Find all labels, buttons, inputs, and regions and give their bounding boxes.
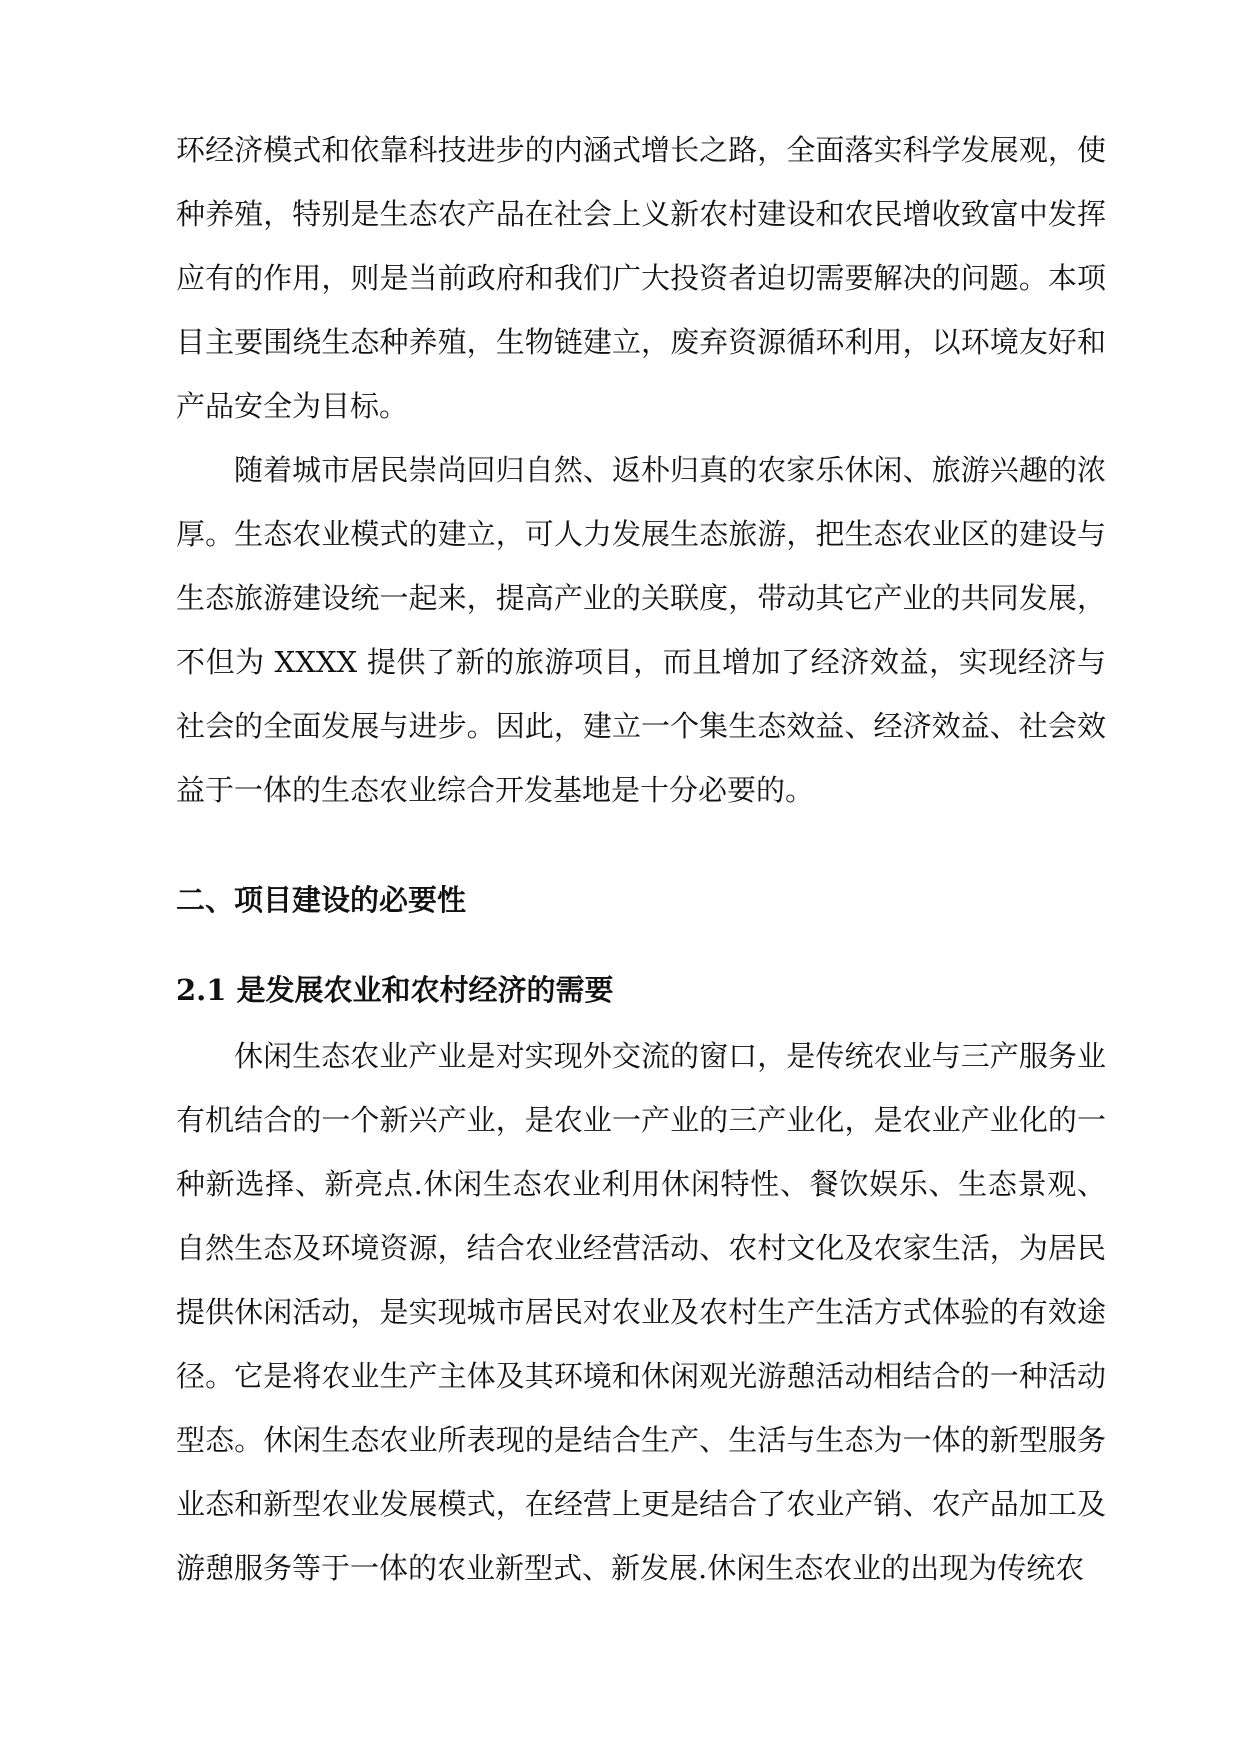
- paragraph-tourism: 随着城市居民崇尚回归自然、返朴归真的农家乐休闲、旅游兴趣的浓厚。生态农业模式的建立，可人力发展生态旅游，把生态农业区的建设与生态旅游建设统一起来，提高产业的关联度，带动其它产业的共同发展，不但为 XXXX 提供了新的旅游项目，而且增加了经济效益，实现经济与社会的全面发展与进步。因此，建立一个集生态效益、经济效益、社会效益于一体的生态农业综合开发基地是十分必要的。: [176, 453, 1106, 807]
- section-heading: 二、项目建设的必要性: [176, 883, 467, 917]
- subsection-heading: 2.1 是发展农业和农村经济的需要: [176, 973, 614, 1007]
- subsection-heading-block: [176, 958, 1106, 1022]
- section-heading-block: [176, 868, 1106, 932]
- paragraph-continuation-block: [176, 118, 1106, 438]
- paragraph-leisure: 休闲生态农业产业是对实现外交流的窗口，是传统农业与三产服务业有机结合的一个新兴产业，是农业一产业的三产业化，是农业产业化的一种新选择、新亮点.休闲生态农业利用休闲特性、餐饮娱乐、生态景观、自然生态及环境资源，结合农业经营活动、农村文化及农家生活，为居民提供休闲活动，是实现城市居民对农业及农村生产生活方式体验的有效途径。它是将农业生产主体及其环境和休闲观光游憩活动相结合的一种活动型态。休闲生态农业所表现的是结合生产、生活与生态为一体的新型服务业态和新型农业发展模式，在经营上更是结合了农业产销、农产品加工及游憩服务等于一体的农业新型式、新发展.休闲生态农业的出现为传统农: [176, 1039, 1106, 1585]
- paragraph-continuation: 环经济模式和依靠科技进步的内涵式增长之路，全面落实科学发展观，使种养殖，特别是生态农产品在社会上义新农村建设和农民增收致富中发挥应有的作用，则是当前政府和我们广大投资者迫切需要解决的问题。本项目主要围绕生态种养殖，生物链建立，废弃资源循环利用，以环境友好和产品安全为目标。: [176, 133, 1106, 423]
- paragraph-tourism-block: [176, 438, 1106, 822]
- paragraph-leisure-block: [176, 1024, 1106, 1600]
